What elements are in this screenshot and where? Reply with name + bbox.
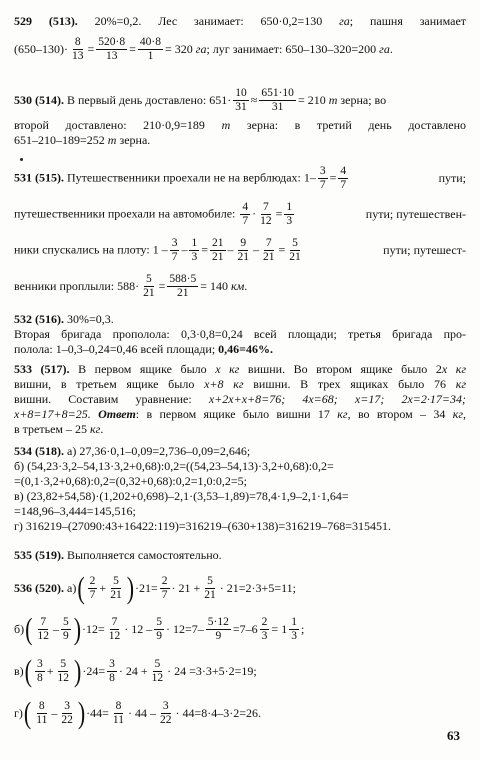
fraction: $\frac{520\cdot 8}{13}$ — [98, 35, 126, 62]
problem-531-line-2: путешественники проехали на автомобиле: $\frac{4}{7}$ · $\frac{7}{12}$ = $\frac{1}{3}$ пути; путешествен- — [14, 200, 466, 227]
problem-530-line-2: второй доставлено: 210·0,9=189 т зерна: в третий день доставлено — [14, 118, 467, 132]
problem-536-b: б) ( $\frac{7}{12}$ – $\frac{5}{9}$ ) ·12= $\frac{7}{12}$ · 12 – $\frac{5}{9}$ · 12=7– $\frac{5\cdot 12}{9}$ =7–6 $\frac{2}{3}$ = 1 $\frac{1}{3}$ ; — [14, 610, 305, 646]
problem-536-a: 536 (520). а) ( $\frac{2}{7}$ + $\frac{5}{21}$ ) ·21= $\frac{2}{7}$ · 21 + $\frac{5}{21}$ · 21=2·3+5=11; — [14, 569, 296, 605]
problem-534-c: =(0,1·3,2+0,68):0,2=(0,32+0,68):0,2=1,0:0,2=5; — [14, 474, 247, 488]
fraction: $\frac{10}{31}$ — [235, 86, 247, 113]
problem-530-line-3: 651–210–189=252 т зерна. — [14, 133, 151, 147]
problem-533-line-2: вишни, в третьем ящике было x+8 кг вишни. В трех ящиках было 76 кг — [14, 377, 467, 391]
problem-530-line-1: 530 (514). В первый день доставлено: 651· $\frac{10}{31}$ ≈ $\frac{651\cdot 10}{31}$ = 210 т зерна; во — [14, 86, 387, 113]
problem-532 — [14, 312, 466, 357]
problem-531-line-1: 531 (515). Путешественники проехали не на верблюдах: 1– $\frac{3}{7}$ = $\frac{4}{7}$ пути; — [14, 164, 466, 191]
problem-534-d: в) (23,82+54,58)·(1,202+0,698)–2,1·(3,53–1,89)=78,4·1,9–2,1·1,64= — [14, 489, 349, 503]
problem-532-line-1: 532 (516). 30%=0,3. — [14, 312, 114, 326]
fraction: $\frac{40\cdot 8}{1}$ — [139, 35, 161, 62]
problem-532-line-2: Вторая бригада прополола: 0,3·0,8=0,24 всей площади; третья бригада про- — [14, 327, 466, 341]
problem-529 — [14, 14, 466, 67]
problem-534-b: б) (54,23·3,2–54,13·3,2+0,68):0,2=((54,23–54,13)·3,2+0,68):0,2= — [14, 459, 334, 473]
problem-533-line-5: в третьем – 25 кг. — [14, 422, 104, 436]
problem-536-d: г) ( $\frac{8}{11}$ – $\frac{3}{22}$ ) ·44= $\frac{8}{11}$ · 44 – $\frac{3}{22}$ · 44=8·4–3·2=26. — [14, 694, 262, 730]
problem-536-c: в) ( $\frac{3}{8}$ + $\frac{5}{12}$ ) ·24= $\frac{3}{8}$ · 24 + $\frac{5}{12}$ · 24 =3·3+5·2=19; — [14, 652, 257, 688]
fraction: $\frac{651\cdot 10}{31}$ — [261, 86, 294, 113]
fraction: $\frac{8}{13}$ — [72, 35, 84, 62]
problem-535: 535 (519). Выполняется самостоятельно. — [14, 548, 222, 562]
problem-530 — [14, 82, 466, 148]
problem-533 — [14, 362, 466, 437]
problem-533-line-1: 533 (517). В первом ящике было x кг вишни. Во втором ящике было 2x кг — [14, 362, 466, 376]
problem-532-line-3: полола: 1–0,3–0,24=0,46 всей площади; 0,46=46%. — [14, 342, 274, 356]
problem-534 — [14, 444, 466, 534]
problem-531-line-4: венники проплыли: 588· $\frac{5}{21}$ = $\frac{588\cdot 5}{21}$ = 140 км . — [14, 272, 248, 299]
problem-531-line-3: ники спускались на плоту: 1 – $\frac{3}{7}$ – $\frac{1}{3}$ = $\frac{21}{21}$ – $\frac{9}{21}$ – $\frac{7}{21}$ = $\frac{5}{21}$ пути; путешест- — [14, 236, 466, 263]
problem-533-line-3: вишни. Составим уравнение: x+2x+x+8=76; 4x=68; x=17; 2x=2·17=34; — [14, 392, 466, 406]
problem-536 — [14, 568, 466, 734]
problem-529-line-2: (650–130)· $\frac{8}{13}$ = $\frac{520\cdot 8}{13}$ = $\frac{40\cdot 8}{1}$ = 320 га ; луг занимает: 650–130–320=200 га . — [14, 35, 393, 62]
problem-534-a: 534 (518). а) 27,36·0,1–0,09=2,736–0,09=2,646; — [14, 444, 251, 458]
problem-529-line-1: 529 (513). 20%=0,2. Лес занимает: 650·0,2=130 га; пашня занимает — [14, 14, 467, 28]
problem-531 — [14, 160, 466, 304]
problem-534-e: =148,96–3,444=145,516; — [14, 504, 136, 518]
page-number: 63 — [447, 728, 460, 743]
problem-534-f: г) 316219–(27090:43+16422:119)=316219–(630+138)=316219–768=315451. — [14, 519, 391, 533]
problem-533-line-4: x+8=17+8=25. Ответ: в первом ящике было вишни 17 кг, во втором – 34 кг, — [14, 407, 467, 421]
